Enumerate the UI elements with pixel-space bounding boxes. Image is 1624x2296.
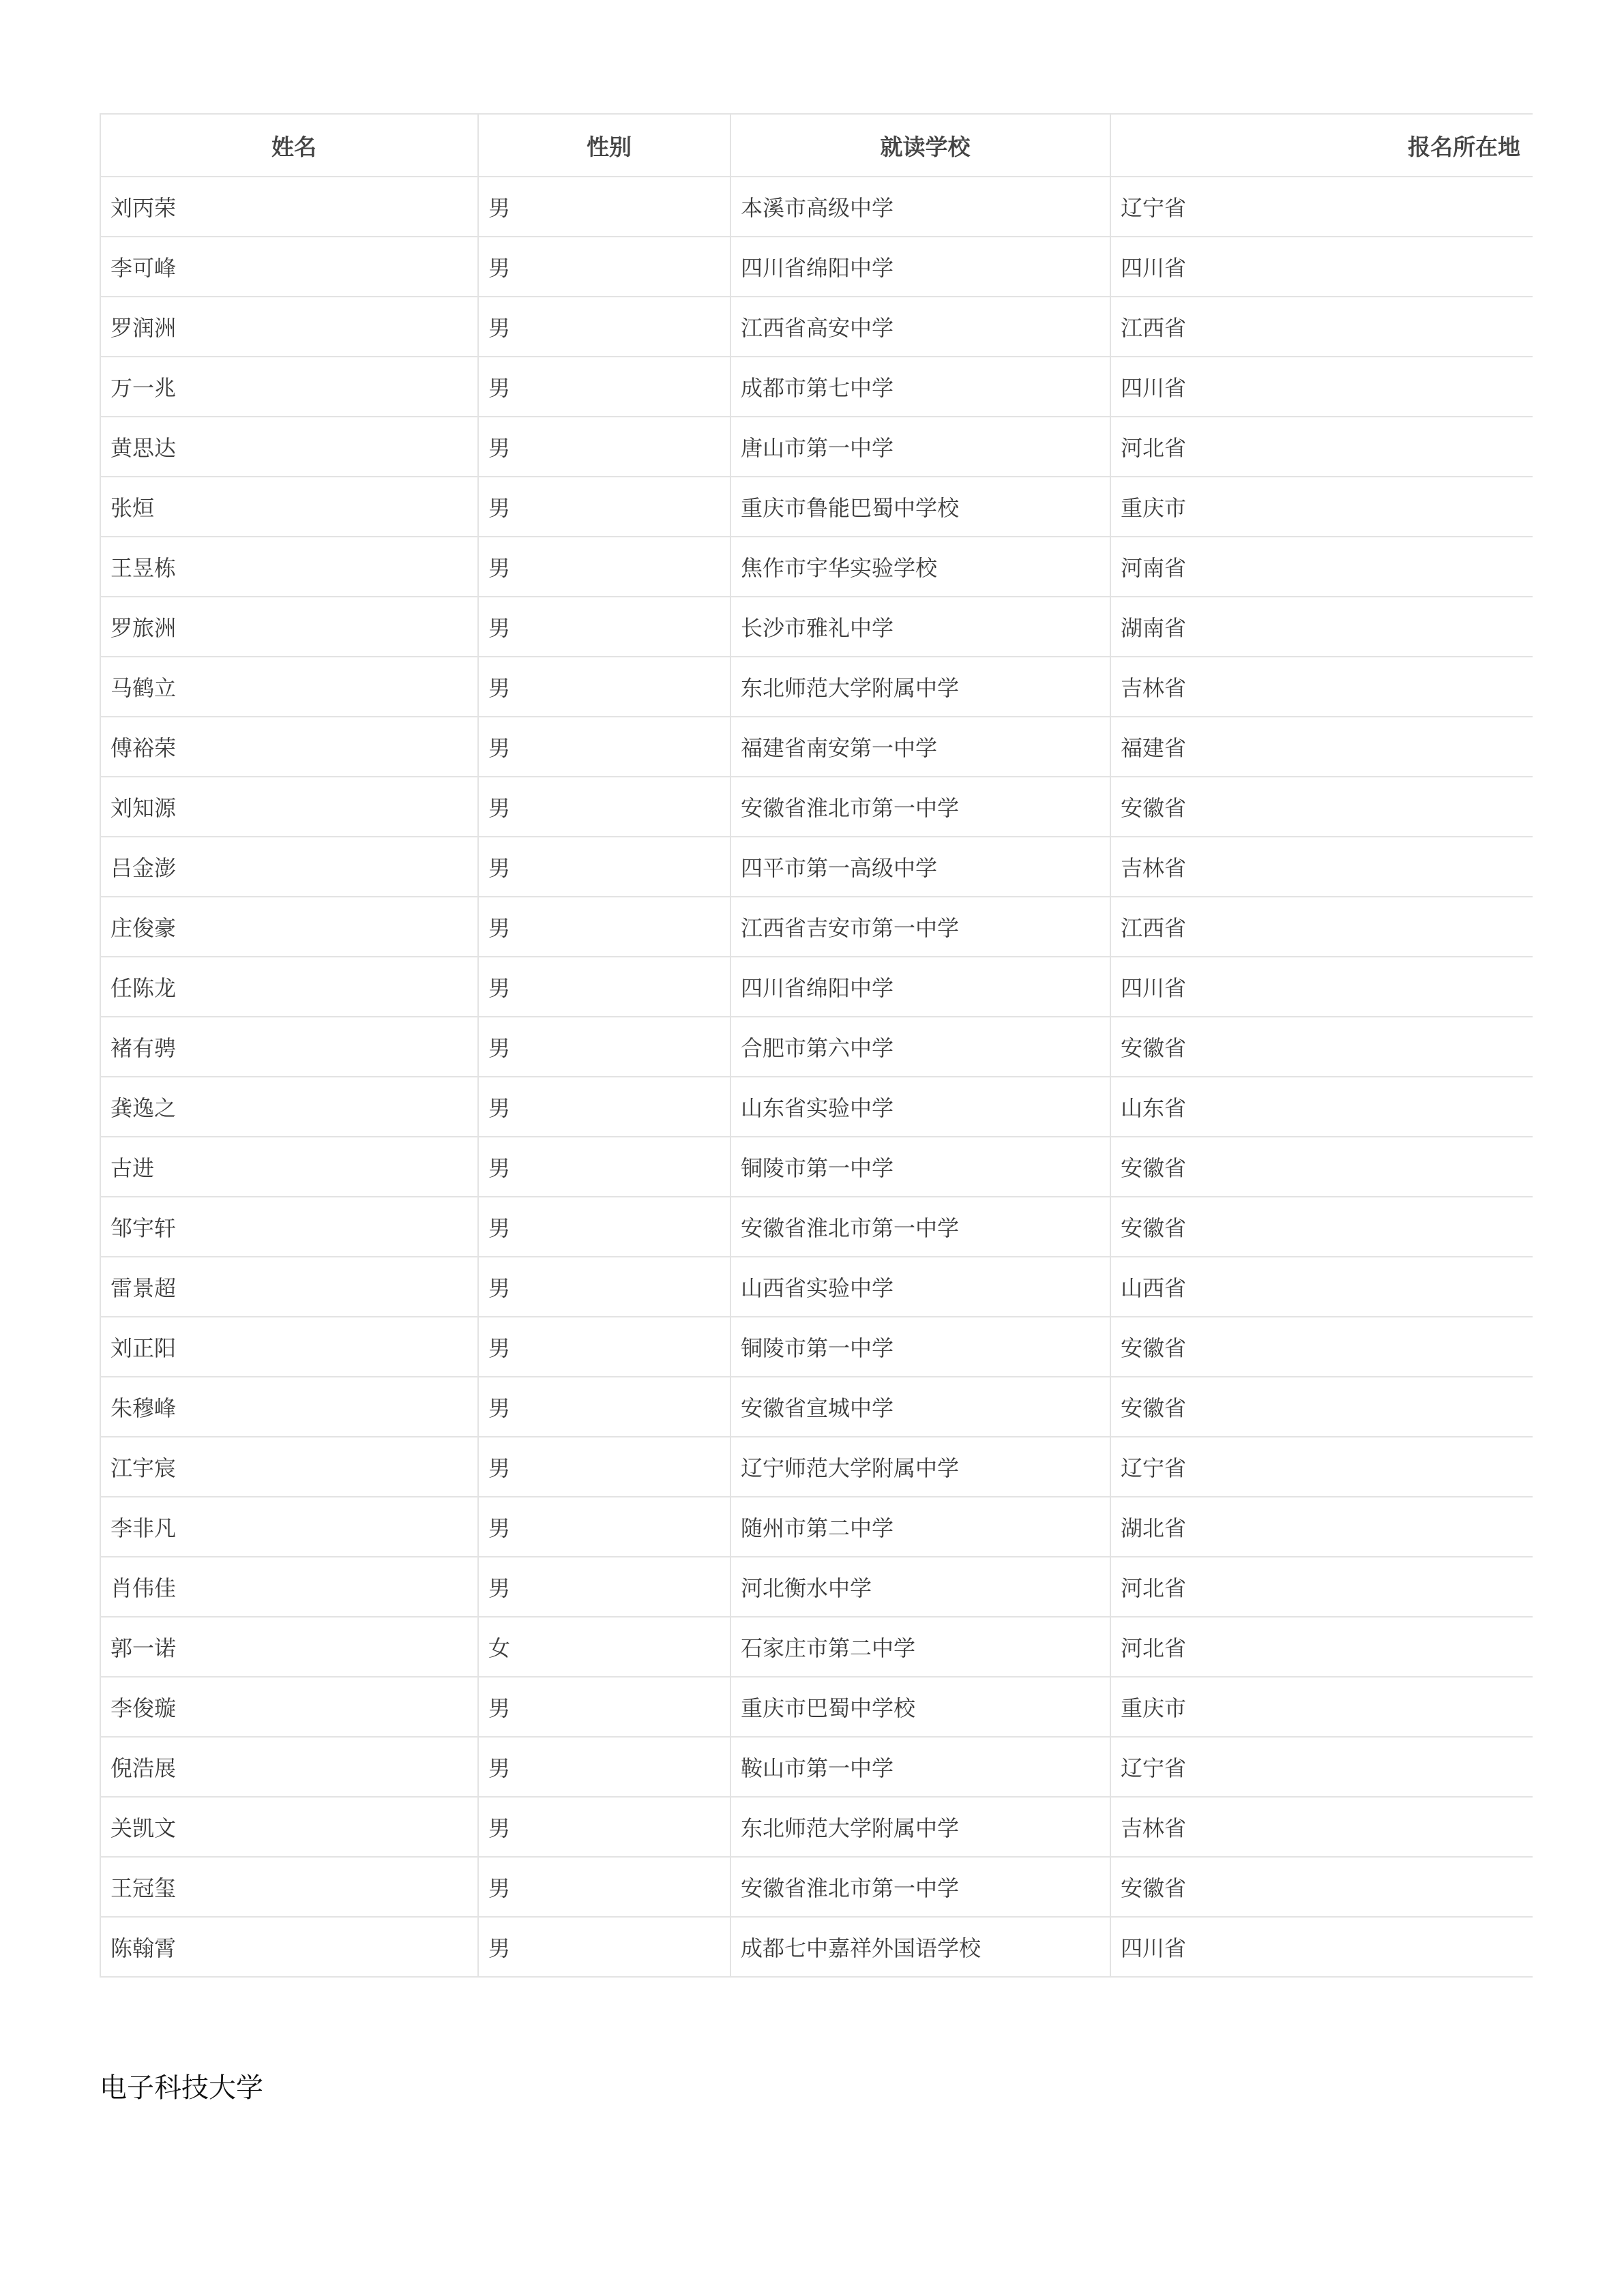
table-row: [100, 717, 1533, 777]
cell-gender: 男: [478, 417, 730, 477]
table-row: [100, 537, 1533, 597]
cell-school: 四川省绵阳中学: [730, 957, 1110, 1017]
cell-school: 江西省吉安市第一中学: [730, 897, 1110, 957]
table-row: [100, 1377, 1533, 1437]
cell-name: 江宇宸: [100, 1437, 478, 1497]
table-row: [100, 1317, 1533, 1377]
cell-gender: 男: [478, 1077, 730, 1137]
cell-name: 罗润洲: [100, 297, 478, 357]
cell-school: 铜陵市第一中学: [730, 1317, 1110, 1377]
cell-school: 本溪市高级中学: [730, 177, 1110, 237]
cell-region: 安徽省: [1110, 777, 1533, 837]
table-header: [100, 114, 1533, 177]
table-row: [100, 777, 1533, 837]
cell-name: 刘正阳: [100, 1317, 478, 1377]
cell-gender: 男: [478, 1497, 730, 1557]
cell-school: 合肥市第六中学: [730, 1017, 1110, 1077]
table-row: [100, 297, 1533, 357]
cell-name: 李俊璇: [100, 1677, 478, 1737]
cell-school: 成都市第七中学: [730, 357, 1110, 417]
cell-region: 安徽省: [1110, 1137, 1533, 1197]
cell-gender: 男: [478, 1557, 730, 1617]
cell-region: 安徽省: [1110, 1317, 1533, 1377]
cell-name: 刘丙荣: [100, 177, 478, 237]
cell-gender: 男: [478, 1677, 730, 1737]
cell-region: 河北省: [1110, 1617, 1533, 1677]
cell-region: 四川省: [1110, 957, 1533, 1017]
cell-school: 安徽省淮北市第一中学: [730, 1197, 1110, 1257]
table-row: [100, 1017, 1533, 1077]
cell-gender: 男: [478, 1017, 730, 1077]
table-row: [100, 1257, 1533, 1317]
table-body: [100, 177, 1533, 1977]
cell-school: 江西省高安中学: [730, 297, 1110, 357]
cell-gender: 男: [478, 1857, 730, 1917]
cell-school: 铜陵市第一中学: [730, 1137, 1110, 1197]
cell-school: 山西省实验中学: [730, 1257, 1110, 1317]
cell-school: 随州市第二中学: [730, 1497, 1110, 1557]
cell-gender: 男: [478, 1917, 730, 1977]
cell-gender: 男: [478, 1737, 730, 1797]
cell-school: 安徽省淮北市第一中学: [730, 777, 1110, 837]
cell-region: 河北省: [1110, 1557, 1533, 1617]
cell-region: 四川省: [1110, 237, 1533, 297]
cell-region: 四川省: [1110, 357, 1533, 417]
table-row: [100, 657, 1533, 717]
cell-name: 马鹤立: [100, 657, 478, 717]
cell-region: 江西省: [1110, 897, 1533, 957]
table-row: [100, 177, 1533, 237]
cell-gender: 男: [478, 1197, 730, 1257]
cell-region: 安徽省: [1110, 1377, 1533, 1437]
cell-region: 安徽省: [1110, 1857, 1533, 1917]
table-row: [100, 1917, 1533, 1977]
cell-gender: 男: [478, 1437, 730, 1497]
cell-name: 刘知源: [100, 777, 478, 837]
cell-school: 辽宁师范大学附属中学: [730, 1437, 1110, 1497]
table-row: [100, 1077, 1533, 1137]
cell-name: 万一兆: [100, 357, 478, 417]
cell-name: 雷景超: [100, 1257, 478, 1317]
header-row: [100, 114, 1533, 177]
table-row: [100, 1497, 1533, 1557]
table-row: [100, 1737, 1533, 1797]
cell-region: 四川省: [1110, 1917, 1533, 1977]
column-header-region: 报名所在地: [1110, 114, 1533, 177]
cell-school: 重庆市巴蜀中学校: [730, 1677, 1110, 1737]
cell-gender: 男: [478, 1257, 730, 1317]
cell-school: 福建省南安第一中学: [730, 717, 1110, 777]
cell-name: 陈翰霄: [100, 1917, 478, 1977]
cell-region: 安徽省: [1110, 1197, 1533, 1257]
cell-school: 石家庄市第二中学: [730, 1617, 1110, 1677]
cell-name: 庄俊豪: [100, 897, 478, 957]
cell-region: 吉林省: [1110, 1797, 1533, 1857]
cell-name: 吕金澎: [100, 837, 478, 897]
cell-name: 龚逸之: [100, 1077, 478, 1137]
enrollment-table: [100, 113, 1533, 1978]
table-row: [100, 357, 1533, 417]
cell-region: 河南省: [1110, 537, 1533, 597]
cell-region: 福建省: [1110, 717, 1533, 777]
cell-gender: 男: [478, 837, 730, 897]
cell-gender: 女: [478, 1617, 730, 1677]
cell-name: 黄思达: [100, 417, 478, 477]
table-row: [100, 1857, 1533, 1917]
cell-region: 吉林省: [1110, 837, 1533, 897]
cell-gender: 男: [478, 297, 730, 357]
cell-name: 王冠玺: [100, 1857, 478, 1917]
cell-name: 傅裕荣: [100, 717, 478, 777]
table-row: [100, 417, 1533, 477]
cell-gender: 男: [478, 717, 730, 777]
table-row: [100, 597, 1533, 657]
cell-name: 郭一诺: [100, 1617, 478, 1677]
cell-gender: 男: [478, 237, 730, 297]
cell-name: 倪浩展: [100, 1737, 478, 1797]
cell-gender: 男: [478, 537, 730, 597]
cell-name: 李非凡: [100, 1497, 478, 1557]
column-header-school: 就读学校: [730, 114, 1110, 177]
column-header-name: 姓名: [100, 114, 478, 177]
cell-region: 安徽省: [1110, 1017, 1533, 1077]
cell-region: 江西省: [1110, 297, 1533, 357]
cell-school: 四平市第一高级中学: [730, 837, 1110, 897]
cell-gender: 男: [478, 657, 730, 717]
table-row: [100, 1557, 1533, 1617]
cell-region: 重庆市: [1110, 477, 1533, 537]
cell-gender: 男: [478, 597, 730, 657]
cell-school: 成都七中嘉祥外国语学校: [730, 1917, 1110, 1977]
cell-name: 肖伟佳: [100, 1557, 478, 1617]
cell-name: 罗旅洲: [100, 597, 478, 657]
cell-school: 安徽省宣城中学: [730, 1377, 1110, 1437]
cell-region: 山东省: [1110, 1077, 1533, 1137]
cell-school: 东北师范大学附属中学: [730, 657, 1110, 717]
cell-gender: 男: [478, 177, 730, 237]
cell-region: 重庆市: [1110, 1677, 1533, 1737]
table-row: [100, 957, 1533, 1017]
table-row: [100, 1617, 1533, 1677]
cell-region: 辽宁省: [1110, 1737, 1533, 1797]
cell-school: 焦作市宇华实验学校: [730, 537, 1110, 597]
cell-school: 鞍山市第一中学: [730, 1737, 1110, 1797]
cell-region: 河北省: [1110, 417, 1533, 477]
table-row: [100, 1437, 1533, 1497]
cell-name: 任陈龙: [100, 957, 478, 1017]
table-row: [100, 477, 1533, 537]
cell-region: 辽宁省: [1110, 1437, 1533, 1497]
cell-gender: 男: [478, 1317, 730, 1377]
cell-school: 山东省实验中学: [730, 1077, 1110, 1137]
cell-school: 东北师范大学附属中学: [730, 1797, 1110, 1857]
cell-region: 吉林省: [1110, 657, 1533, 717]
table-row: [100, 837, 1533, 897]
table-row: [100, 1197, 1533, 1257]
cell-gender: 男: [478, 1137, 730, 1197]
cell-gender: 男: [478, 357, 730, 417]
cell-name: 朱穆峰: [100, 1377, 478, 1437]
table-row: [100, 237, 1533, 297]
cell-school: 重庆市鲁能巴蜀中学校: [730, 477, 1110, 537]
cell-name: 关凯文: [100, 1797, 478, 1857]
cell-gender: 男: [478, 477, 730, 537]
cell-name: 褚有骋: [100, 1017, 478, 1077]
cell-region: 湖北省: [1110, 1497, 1533, 1557]
cell-name: 张烜: [100, 477, 478, 537]
cell-name: 王昱栋: [100, 537, 478, 597]
cell-school: 长沙市雅礼中学: [730, 597, 1110, 657]
table-row: [100, 1677, 1533, 1737]
cell-name: 古进: [100, 1137, 478, 1197]
cell-gender: 男: [478, 777, 730, 837]
cell-region: 辽宁省: [1110, 177, 1533, 237]
cell-gender: 男: [478, 1797, 730, 1857]
cell-name: 李可峰: [100, 237, 478, 297]
column-header-gender: 性别: [478, 114, 730, 177]
cell-school: 唐山市第一中学: [730, 417, 1110, 477]
cell-gender: 男: [478, 957, 730, 1017]
cell-school: 河北衡水中学: [730, 1557, 1110, 1617]
cell-school: 四川省绵阳中学: [730, 237, 1110, 297]
footer-university-name: 电子科技大学: [100, 2072, 263, 2104]
cell-gender: 男: [478, 1377, 730, 1437]
table-row: [100, 1137, 1533, 1197]
cell-school: 安徽省淮北市第一中学: [730, 1857, 1110, 1917]
cell-region: 湖南省: [1110, 597, 1533, 657]
cell-name: 邹宇轩: [100, 1197, 478, 1257]
table-row: [100, 897, 1533, 957]
cell-gender: 男: [478, 897, 730, 957]
table-row: [100, 1797, 1533, 1857]
cell-region: 山西省: [1110, 1257, 1533, 1317]
